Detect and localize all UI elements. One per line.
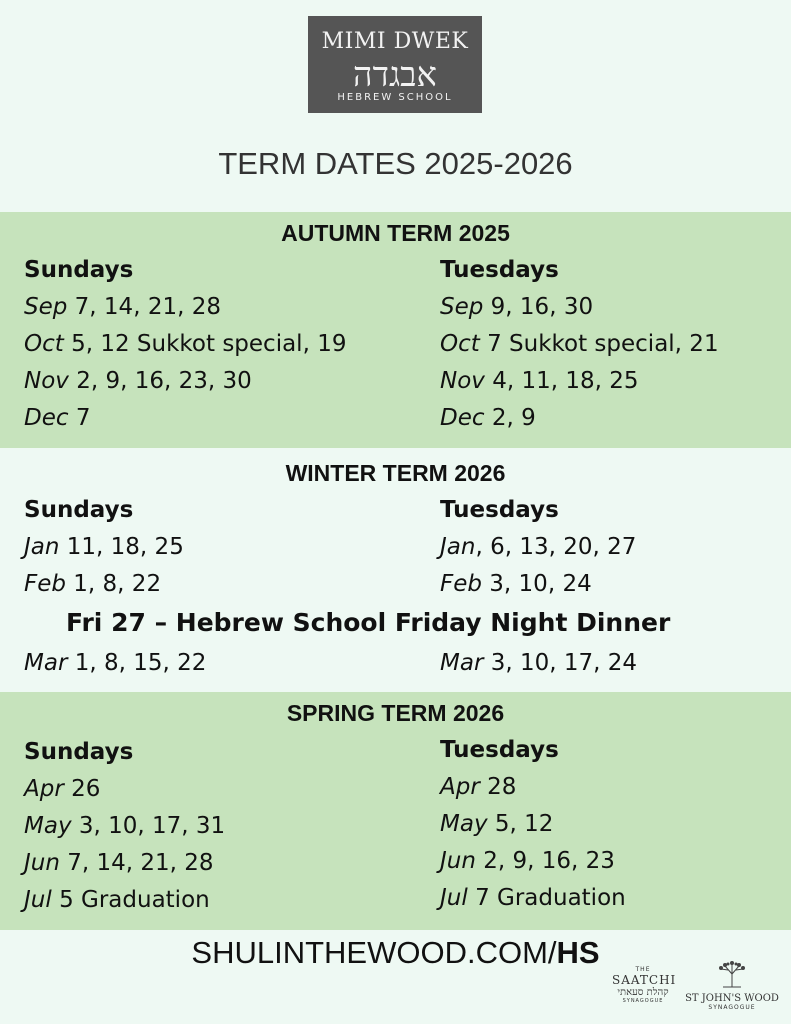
dates-text: 7 Sukkot special, 21	[479, 331, 719, 357]
month-label: Apr	[440, 774, 480, 800]
date-row	[24, 774, 225, 811]
month-label: May	[24, 813, 72, 839]
dates-text: 1, 8, 15, 22	[67, 650, 207, 676]
date-row	[440, 532, 636, 569]
date-row	[440, 648, 637, 685]
sundays-label: Sundays	[24, 257, 134, 283]
date-row	[24, 403, 346, 440]
month-label: Oct	[440, 331, 480, 357]
month-label: Jun	[24, 850, 60, 876]
school-logo	[308, 16, 482, 113]
month-label: Apr	[24, 776, 64, 802]
tree-icon	[715, 960, 749, 988]
month-label: Jul	[24, 887, 52, 913]
dates-text: 5 Graduation	[51, 887, 210, 913]
month-label: Feb	[440, 571, 482, 597]
spring-term-section	[0, 692, 791, 930]
month-label: Nov	[440, 368, 485, 394]
saatchi-sub: SYNAGOGUE	[622, 998, 664, 1004]
saatchi-logo	[612, 966, 677, 1004]
month-label: Jun	[440, 848, 476, 874]
dates-text: 7, 14, 21, 28	[59, 850, 214, 876]
date-row	[24, 366, 346, 403]
dates-text: 26	[63, 776, 101, 802]
dates-text: 3, 10, 24	[481, 571, 592, 597]
date-row	[24, 811, 225, 848]
winter-sundays-march	[24, 648, 206, 685]
winter-tuesdays-column	[440, 495, 636, 606]
tuesdays-label: Tuesdays	[440, 737, 559, 763]
date-row	[440, 772, 626, 809]
sjw-name: ST JOHN'S WOOD	[685, 993, 779, 1004]
month-label: Dec	[24, 405, 69, 431]
sundays-label: Sundays	[24, 739, 134, 765]
date-row	[440, 569, 636, 606]
dates-text: 3, 10, 17, 24	[483, 650, 638, 676]
winter-sundays-column	[24, 495, 184, 606]
friday-dinner-note: Fri 27 – Hebrew School Friday Night Dinner	[66, 608, 671, 637]
date-row	[440, 809, 626, 846]
month-label: Oct	[24, 331, 64, 357]
dates-text: 11, 18, 25	[59, 534, 184, 560]
spring-term-heading: SPRING TERM 2026	[286, 700, 505, 726]
date-row	[24, 848, 225, 885]
date-row	[440, 329, 719, 366]
st-johns-wood-logo	[676, 960, 788, 1011]
month-label: Feb	[24, 571, 66, 597]
saatchi-name: SAATCHI	[612, 973, 677, 987]
logo-hebrew: אבגדה	[353, 55, 437, 95]
date-row	[24, 329, 346, 366]
date-row	[440, 846, 626, 883]
url-bold: HS	[556, 935, 600, 970]
month-label: Jan	[440, 534, 476, 560]
month-label: Dec	[440, 405, 485, 431]
saatchi-hebrew: קהלת סעאתי	[617, 987, 669, 998]
saatchi-the: THE	[635, 966, 651, 973]
date-row	[24, 648, 206, 685]
month-label: Jul	[440, 885, 468, 911]
dates-text: , 6, 13, 20, 27	[475, 534, 637, 560]
dates-text: 2, 9, 16, 23, 30	[68, 368, 252, 394]
logo-subtitle: HEBREW SCHOOL	[337, 92, 453, 103]
month-label: Nov	[24, 368, 69, 394]
date-row	[440, 403, 719, 440]
date-row	[24, 885, 225, 922]
page-title: TERM DATES 2025-2026	[218, 146, 573, 181]
spring-tuesdays-column	[440, 735, 626, 920]
date-row	[440, 366, 719, 403]
sjw-sub: SYNAGOGUE	[708, 1004, 756, 1011]
date-row	[440, 883, 626, 920]
dates-text: 7 Graduation	[467, 885, 626, 911]
dates-text: 4, 11, 18, 25	[484, 368, 639, 394]
dates-text: 1, 8, 22	[65, 571, 162, 597]
autumn-sundays-column	[24, 255, 346, 440]
spring-sundays-column	[24, 737, 225, 922]
winter-term-section	[0, 448, 791, 692]
month-label: Sep	[440, 294, 484, 320]
dates-text: 3, 10, 17, 31	[71, 813, 226, 839]
dates-text: 2, 9, 16, 23	[475, 848, 615, 874]
month-label: Mar	[440, 650, 484, 676]
winter-tuesdays-march	[440, 648, 637, 685]
dates-text: 2, 9	[484, 405, 536, 431]
tuesdays-label: Tuesdays	[440, 257, 559, 283]
autumn-term-heading: AUTUMN TERM 2025	[281, 220, 510, 246]
sundays-label: Sundays	[24, 497, 134, 523]
tuesdays-label: Tuesdays	[440, 497, 559, 523]
winter-term-heading: WINTER TERM 2026	[285, 460, 506, 486]
date-row	[440, 292, 719, 329]
month-label: May	[440, 811, 488, 837]
url-main: SHULINTHEWOOD.COM/	[191, 935, 557, 970]
month-label: Mar	[24, 650, 68, 676]
autumn-term-section	[0, 212, 791, 448]
month-label: Jan	[24, 534, 60, 560]
dates-text: 7	[68, 405, 91, 431]
date-row	[24, 569, 184, 606]
date-row	[24, 292, 346, 329]
dates-text: 28	[479, 774, 517, 800]
dates-text: 5, 12 Sukkot special, 19	[63, 331, 347, 357]
dates-text: 5, 12	[487, 811, 554, 837]
month-label: Sep	[24, 294, 68, 320]
logo-name: MIMI DWEK	[321, 29, 469, 54]
date-row	[24, 532, 184, 569]
dates-text: 9, 16, 30	[483, 294, 594, 320]
autumn-tuesdays-column	[440, 255, 719, 440]
dates-text: 7, 14, 21, 28	[67, 294, 221, 320]
